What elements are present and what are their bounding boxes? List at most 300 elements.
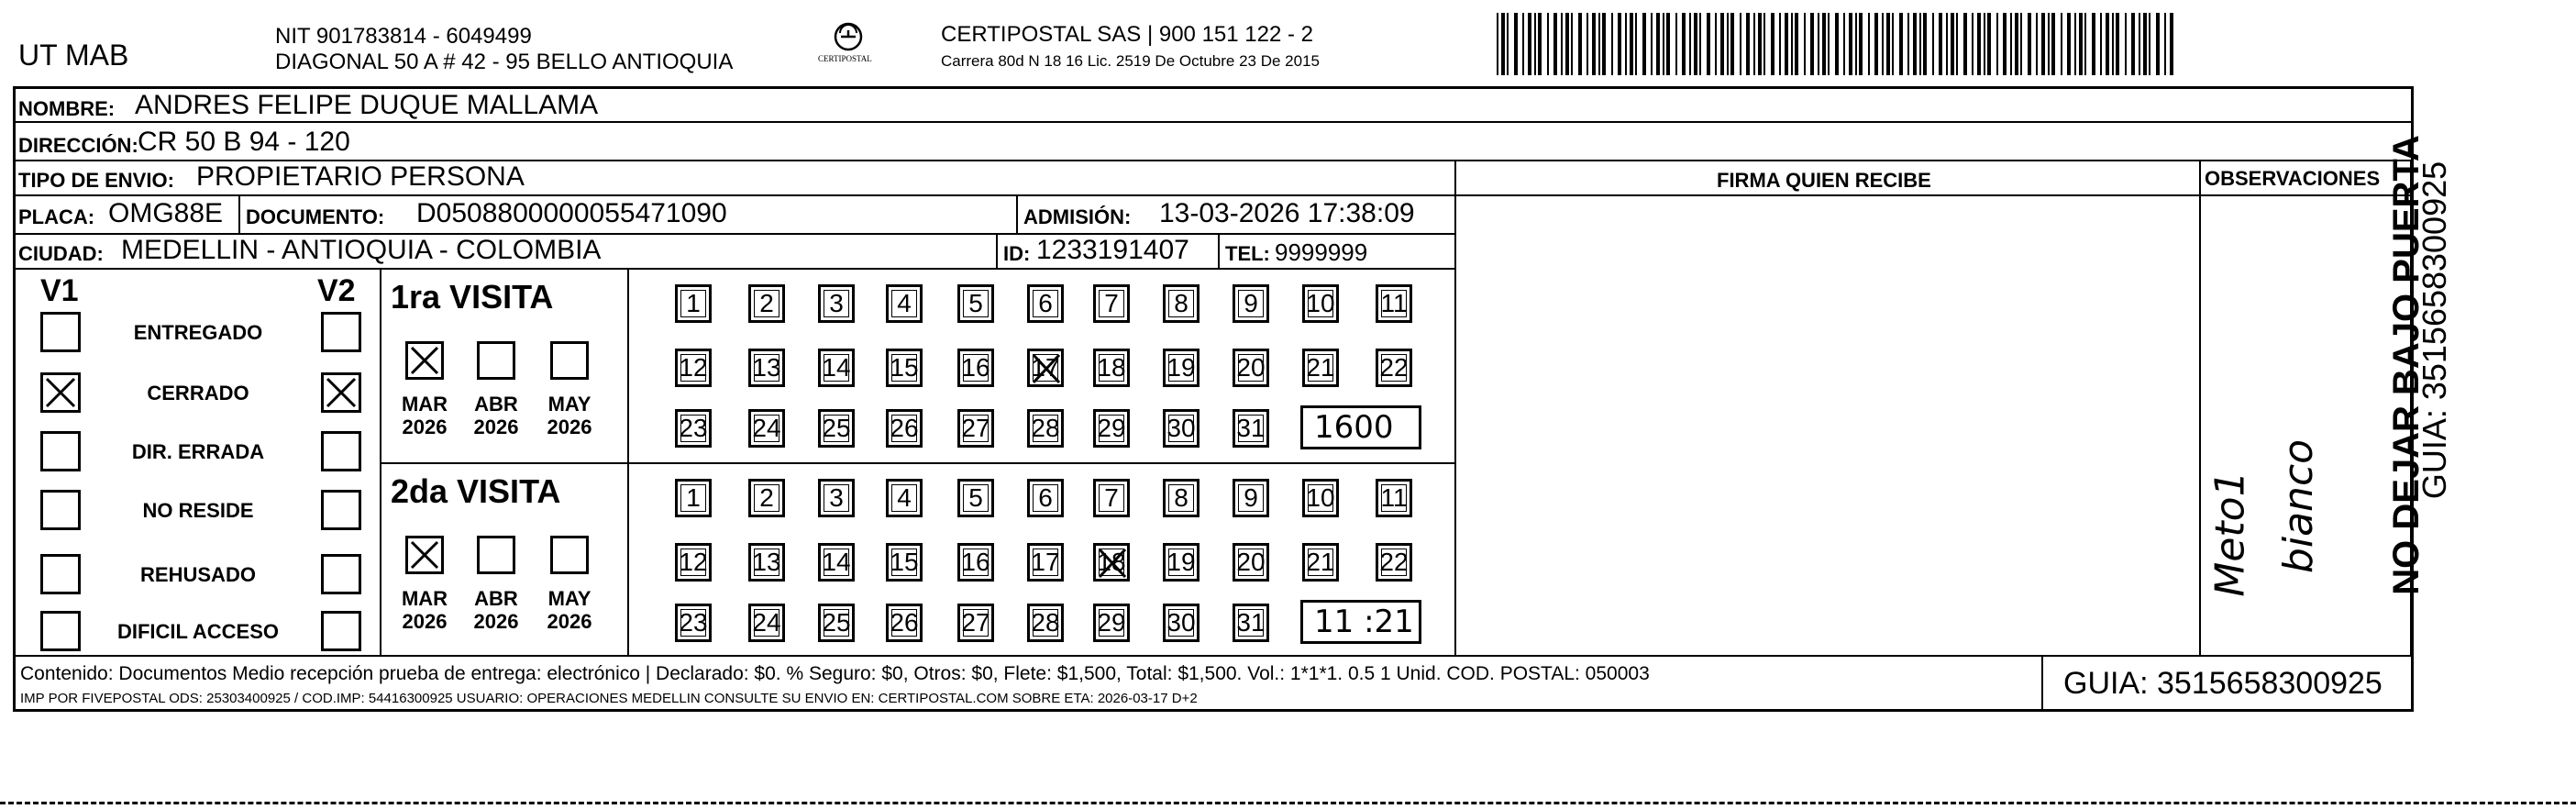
- day-box[interactable]: [957, 349, 994, 387]
- barcode-bar: [1996, 13, 1998, 75]
- day-number: 12: [679, 548, 708, 576]
- id-label: ID:: [1003, 242, 1031, 265]
- day-number: 17: [1031, 548, 1060, 576]
- month-name: MAY: [547, 587, 591, 610]
- day-box[interactable]: [1093, 349, 1130, 387]
- v1-checkbox[interactable]: [40, 554, 81, 594]
- observaciones-handwriting: [2205, 385, 2379, 651]
- barcode-bar: [2092, 13, 2095, 75]
- v2-checkbox[interactable]: [321, 312, 361, 352]
- barcode-bar: [1946, 13, 1948, 75]
- day-number: 15: [890, 353, 919, 382]
- barcode-bar: [1727, 13, 1729, 75]
- barcode-bar: [1740, 13, 1741, 75]
- barcode-bar: [1956, 13, 1958, 75]
- day-box[interactable]: [818, 604, 855, 642]
- day-number: 10: [1306, 483, 1335, 512]
- day-number: 8: [1174, 483, 1188, 512]
- day-box[interactable]: [1376, 284, 1412, 323]
- barcode-bar: [1635, 13, 1637, 75]
- barcode-bar: [1855, 13, 1857, 75]
- barcode-bar: [1682, 13, 1686, 75]
- barcode-bar: [1892, 13, 1894, 75]
- day-box[interactable]: [1027, 349, 1064, 387]
- cut-line: [0, 802, 2576, 804]
- month-year: 2026: [473, 610, 519, 634]
- day-number: 10: [1306, 289, 1335, 317]
- barcode-bar: [1849, 13, 1852, 75]
- day-box[interactable]: [957, 479, 994, 517]
- v2-checkbox[interactable]: [321, 431, 361, 471]
- barcode-bar: [1497, 13, 1498, 75]
- barcode-bar: [1602, 13, 1606, 75]
- day-box[interactable]: [1027, 604, 1064, 642]
- barcode-bar: [1886, 13, 1890, 75]
- day-number: 5: [968, 483, 983, 512]
- month-label: [464, 587, 528, 634]
- tipo-envio-label: TIPO DE ENVIO:: [18, 169, 174, 192]
- day-box[interactable]: [748, 604, 785, 642]
- placa-label: PLACA:: [18, 205, 95, 228]
- barcode-bar: [1720, 13, 1724, 75]
- barcode-bar: [1919, 13, 1921, 75]
- carrier-license: Carrera 80d N 18 16 Lic. 2519 De Octubre 23 De 2015: [941, 52, 1320, 70]
- day-number: 3: [829, 483, 844, 512]
- day-box[interactable]: [1233, 479, 1269, 517]
- barcode-bar: [1843, 13, 1845, 75]
- barcode-bar: [1592, 13, 1596, 75]
- day-number: 29: [1097, 608, 1126, 637]
- barcode-bar: [1785, 13, 1788, 75]
- day-box[interactable]: [675, 284, 712, 323]
- day-number: 2: [759, 289, 774, 317]
- day-number: 14: [822, 353, 851, 382]
- month-checkbox[interactable]: [405, 536, 444, 574]
- barcode-bar: [2084, 13, 2086, 75]
- month-checkbox[interactable]: [550, 341, 589, 380]
- barcode-bar: [1758, 13, 1762, 75]
- day-number: 26: [890, 414, 919, 442]
- day-number: 9: [1244, 289, 1258, 317]
- day-box[interactable]: [957, 604, 994, 642]
- day-box[interactable]: [1163, 409, 1200, 448]
- barcode-bar: [1501, 13, 1505, 75]
- barcode-bar: [1561, 13, 1563, 75]
- barcode-bar: [1571, 13, 1573, 75]
- day-number: 31: [1236, 414, 1266, 442]
- day-box[interactable]: [818, 349, 855, 387]
- day-box[interactable]: [886, 409, 923, 448]
- barcode-bar: [2131, 13, 2135, 75]
- barcode-bar: [1822, 13, 1826, 75]
- barcode-bar: [1932, 13, 1934, 75]
- day-box[interactable]: [1163, 479, 1200, 517]
- day-number: 20: [1236, 353, 1266, 382]
- v2-checkbox[interactable]: [321, 554, 361, 594]
- day-number: 26: [890, 608, 919, 637]
- day-number: 13: [752, 548, 781, 576]
- firma-header: FIRMA QUIEN RECIBE: [1717, 169, 1931, 192]
- day-number: 30: [1166, 608, 1196, 637]
- month-year: 2026: [402, 416, 448, 439]
- v2-checkbox[interactable]: [321, 490, 361, 530]
- month-name: ABR: [474, 393, 518, 416]
- day-box[interactable]: [1376, 479, 1412, 517]
- day-box[interactable]: [1233, 543, 1269, 582]
- day-box[interactable]: [818, 543, 855, 582]
- day-number: 4: [897, 483, 912, 512]
- day-number: 17: [1031, 353, 1060, 382]
- day-number: 29: [1097, 414, 1126, 442]
- tipo-envio-value: PROPIETARIO PERSONA: [196, 161, 525, 192]
- barcode-bar: [1730, 13, 1734, 75]
- day-number: 13: [752, 353, 781, 382]
- day-box[interactable]: [1027, 409, 1064, 448]
- day-number: 19: [1166, 548, 1196, 576]
- barcode-bar: [2061, 13, 2062, 75]
- barcode-bar: [2051, 13, 2055, 75]
- status-label: CERRADO: [147, 382, 249, 404]
- imp-text: IMP POR FIVEPOSTAL ODS: 25303400925 / COD.IMP: 54416300925 USUARIO: OPERACIONES MEDELLIN CONSULTE SU ENVIO EN: CERTIPOSTAL.COM SOBRE ETA: 2026-03-17 D+2: [20, 691, 1198, 706]
- barcode-bar: [1835, 13, 1839, 75]
- month-name: MAR: [401, 587, 448, 610]
- status-label: DIFICIL ACCESO: [116, 620, 279, 643]
- month-year: 2026: [473, 416, 519, 439]
- month-checkbox[interactable]: [405, 341, 444, 380]
- barcode-bar: [1565, 13, 1569, 75]
- status-label: DIR. ERRADA: [131, 440, 265, 463]
- day-box[interactable]: [1163, 284, 1200, 323]
- day-number: 18: [1097, 353, 1126, 382]
- barcode-bar: [1859, 13, 1863, 75]
- day-number: 27: [961, 608, 990, 637]
- day-box[interactable]: [1302, 479, 1339, 517]
- v1-checkbox[interactable]: [40, 490, 81, 530]
- nombre-value: ANDRES FELIPE DUQUE MALLAMA: [135, 90, 599, 120]
- barcode-bar: [1984, 13, 1985, 75]
- barcode-bar: [1907, 13, 1909, 75]
- v2-checkbox[interactable]: [321, 372, 361, 413]
- barcode-bar: [1791, 13, 1793, 75]
- month-checkbox[interactable]: [550, 536, 589, 574]
- day-box[interactable]: [1233, 284, 1269, 323]
- barcode-bar: [2170, 13, 2173, 75]
- month-name: MAY: [547, 393, 591, 416]
- day-box[interactable]: [886, 349, 923, 387]
- day-box[interactable]: [886, 543, 923, 582]
- barcode-bar: [2139, 13, 2140, 75]
- barcode-bar: [1675, 13, 1677, 75]
- day-box[interactable]: [818, 409, 855, 448]
- day-box[interactable]: [1027, 543, 1064, 582]
- month-label: [392, 587, 457, 634]
- barcode-bar: [1882, 13, 1884, 75]
- visit-time: 11 :21: [1314, 604, 1414, 640]
- day-box[interactable]: [748, 543, 785, 582]
- day-box[interactable]: [1233, 604, 1269, 642]
- v2-checkbox[interactable]: [321, 611, 361, 651]
- barcode-bar: [1939, 13, 1942, 75]
- day-number: 24: [752, 608, 781, 637]
- day-number: 16: [961, 548, 990, 576]
- observaciones-header: OBSERVACIONES: [2205, 167, 2381, 190]
- day-box[interactable]: [1163, 604, 1200, 642]
- barcode-bar: [2164, 13, 2166, 75]
- barcode-bar: [1951, 13, 1954, 75]
- contenido-text: Contenido: Documentos Medio recepción prueba de entrega: electrónico | Declarado: $0. % Seguro: $0, Otros: $0, Flete: $1,500, Total: $1,500. Vol.: 1*1*1. 0.5 1 Unid. COD. POSTAL: 050003: [20, 663, 1650, 684]
- day-box[interactable]: [818, 479, 855, 517]
- placa-value: OMG88E: [108, 198, 224, 228]
- direccion-value: CR 50 B 94 - 120: [138, 127, 350, 157]
- day-box[interactable]: [748, 349, 785, 387]
- visit-time-box[interactable]: [1300, 405, 1421, 449]
- barcode-bar: [2020, 13, 2022, 75]
- month-label: [392, 393, 457, 439]
- barcode-bar: [2100, 13, 2102, 75]
- barcode-bar: [2041, 13, 2045, 75]
- barcode-bar: [2015, 13, 2018, 75]
- barcode-bar: [1795, 13, 1798, 75]
- day-number: 25: [822, 414, 851, 442]
- barcode-bar: [1618, 13, 1621, 75]
- status-label: NO RESIDE: [142, 499, 254, 522]
- day-box[interactable]: [1302, 543, 1339, 582]
- barcode-bar: [1987, 13, 1991, 75]
- barcode-bar: [1715, 13, 1717, 75]
- barcode-bar: [1651, 13, 1653, 75]
- barcode-bar: [1534, 13, 1536, 75]
- barcode-bar: [1771, 13, 1774, 75]
- day-number: 11: [1380, 483, 1408, 512]
- barcode-bar: [1663, 13, 1664, 75]
- barcode-bar: [1779, 13, 1781, 75]
- admision-value: 13-03-2026 17:38:09: [1159, 198, 1415, 228]
- day-number: 6: [1038, 483, 1053, 512]
- documento-value: D0508800000055471090: [416, 198, 727, 228]
- tel-value: 9999999: [1275, 238, 1368, 266]
- barcode-bar: [1642, 13, 1646, 75]
- status-label: REHUSADO: [140, 563, 256, 586]
- day-box[interactable]: [748, 409, 785, 448]
- day-number: 7: [1104, 289, 1119, 317]
- no-dejar-bajo-puerta: NO DEJAR BAJO PUERTA: [2386, 135, 2427, 595]
- day-number: 5: [968, 289, 983, 317]
- barcode-bar: [1763, 13, 1765, 75]
- day-number: 14: [822, 548, 851, 576]
- month-checkbox[interactable]: [477, 536, 515, 574]
- visit-title: 1ra VISITA: [391, 278, 554, 316]
- day-box[interactable]: [886, 284, 923, 323]
- day-box[interactable]: [1233, 349, 1269, 387]
- day-number: 31: [1236, 608, 1266, 637]
- barcode-bar: [2112, 13, 2114, 75]
- barcode-bar: [1923, 13, 1927, 75]
- day-number: 12: [679, 353, 708, 382]
- barcode-bar: [1977, 13, 1981, 75]
- day-number: 28: [1031, 414, 1060, 442]
- day-number: 22: [1379, 353, 1409, 382]
- v1-checkbox[interactable]: [40, 611, 81, 651]
- day-box[interactable]: [1027, 284, 1064, 323]
- day-number: 8: [1174, 289, 1188, 317]
- barcode-bar: [2079, 13, 2083, 75]
- barcode-bar: [1804, 13, 1806, 75]
- day-box[interactable]: [957, 284, 994, 323]
- barcode-bar: [1538, 13, 1542, 75]
- day-number: 3: [829, 289, 844, 317]
- day-box[interactable]: [1093, 479, 1130, 517]
- v2-header: V2: [317, 273, 356, 308]
- day-number: 21: [1306, 353, 1335, 382]
- carrier-name: CERTIPOSTAL SAS | 900 151 122 - 2: [941, 22, 1313, 47]
- day-box[interactable]: [675, 479, 712, 517]
- day-number: 20: [1236, 548, 1266, 576]
- day-number: 22: [1379, 548, 1409, 576]
- v1-header: V1: [40, 273, 79, 308]
- day-box[interactable]: [818, 284, 855, 323]
- barcode-bar: [2067, 13, 2071, 75]
- day-box[interactable]: [1027, 479, 1064, 517]
- barcode-bar: [1694, 13, 1697, 75]
- barcode-bar: [1514, 13, 1518, 75]
- barcode-bar: [1810, 13, 1814, 75]
- day-number: 2: [759, 483, 774, 512]
- barcode-bar: [1625, 13, 1627, 75]
- barcode-bar: [1522, 13, 1524, 75]
- barcode-bar: [1963, 13, 1967, 75]
- barcode-bar: [1507, 13, 1509, 75]
- barcode-bar: [1528, 13, 1531, 75]
- day-box[interactable]: [675, 349, 712, 387]
- day-number: 28: [1031, 608, 1060, 637]
- barcode-bar: [1553, 13, 1557, 75]
- day-box[interactable]: [1376, 543, 1412, 582]
- day-box[interactable]: [675, 604, 712, 642]
- tel-label: TEL:: [1225, 242, 1270, 265]
- day-box[interactable]: [1302, 349, 1339, 387]
- day-box[interactable]: [748, 284, 785, 323]
- barcode-bar: [2149, 13, 2150, 75]
- side-guia: GUIA: 3515658300925: [2416, 161, 2453, 500]
- barcode-bar: [1689, 13, 1691, 75]
- sender-nit: NIT 901783814 - 6049499: [275, 24, 532, 49]
- day-box[interactable]: [1093, 409, 1130, 448]
- handwritten-note-2: bianco: [2275, 438, 2323, 574]
- barcode-bar: [1611, 13, 1613, 75]
- footer-guia: GUIA: 3515658300925: [2063, 666, 2383, 701]
- day-box[interactable]: [957, 409, 994, 448]
- barcode-bar: [2143, 13, 2147, 75]
- barcode-bar: [2074, 13, 2076, 75]
- barcode-bar: [2028, 13, 2031, 75]
- documento-label: DOCUMENTO:: [246, 205, 385, 228]
- day-box[interactable]: [1093, 604, 1130, 642]
- barcode-bar: [1874, 13, 1878, 75]
- handwritten-note-1: Meto1: [2206, 471, 2254, 597]
- logo-text: CERTIPOSTAL: [818, 54, 872, 63]
- day-number: 7: [1104, 483, 1119, 512]
- month-year: 2026: [547, 416, 592, 439]
- barcode-bar: [1587, 13, 1588, 75]
- day-number: 19: [1166, 353, 1196, 382]
- v1-checkbox[interactable]: [40, 312, 81, 352]
- barcode-bar: [1972, 13, 1973, 75]
- day-box[interactable]: [675, 409, 712, 448]
- barcode-bar: [1828, 13, 1830, 75]
- day-number: 21: [1306, 548, 1335, 576]
- day-number: 11: [1380, 289, 1408, 317]
- day-number: 18: [1097, 548, 1126, 576]
- month-label: [537, 587, 602, 634]
- barcode-bar: [1753, 13, 1755, 75]
- day-box[interactable]: [1093, 284, 1130, 323]
- carrier-logo: [807, 20, 890, 75]
- day-number: 1: [686, 483, 701, 512]
- day-number: 1: [686, 289, 701, 317]
- barcode-bar: [1656, 13, 1660, 75]
- day-number: 15: [890, 548, 919, 576]
- visit-title: 2da VISITA: [391, 472, 561, 510]
- day-box[interactable]: [1163, 349, 1200, 387]
- day-box[interactable]: [957, 543, 994, 582]
- day-number: 16: [961, 353, 990, 382]
- day-number: 23: [679, 608, 708, 637]
- day-number: 4: [897, 289, 912, 317]
- v1-checkbox[interactable]: [40, 372, 81, 413]
- day-number: 9: [1244, 483, 1258, 512]
- day-number: 27: [961, 414, 990, 442]
- ciudad-value: MEDELLIN - ANTIOQUIA - COLOMBIA: [121, 235, 602, 265]
- barcode-bar: [2125, 13, 2127, 75]
- visit-time-box[interactable]: [1300, 600, 1421, 644]
- day-box[interactable]: [886, 479, 923, 517]
- barcode-bar: [2156, 13, 2160, 75]
- barcode-bar: [1818, 13, 1819, 75]
- barcode-bar: [1746, 13, 1750, 75]
- barcode-bar: [2010, 13, 2012, 75]
- day-box[interactable]: [1376, 349, 1412, 387]
- day-box[interactable]: [748, 479, 785, 517]
- direccion-label: DIRECCIÓN:: [18, 134, 138, 157]
- barcode-bar: [2116, 13, 2119, 75]
- sender-address: DIAGONAL 50 A # 42 - 95 BELLO ANTIOQUIA: [275, 50, 734, 74]
- day-box[interactable]: [675, 543, 712, 582]
- barcode-bar: [2003, 13, 2007, 75]
- day-box[interactable]: [886, 604, 923, 642]
- month-label: [537, 393, 602, 439]
- barcode-bar: [1578, 13, 1582, 75]
- day-box[interactable]: [1302, 284, 1339, 323]
- day-number: 24: [752, 414, 781, 442]
- barcode-bar: [1630, 13, 1633, 75]
- barcode-bar: [1868, 13, 1870, 75]
- day-number: 23: [679, 414, 708, 442]
- day-box[interactable]: [1093, 543, 1130, 582]
- barcode: [1497, 13, 2177, 75]
- v1-checkbox[interactable]: [40, 431, 81, 471]
- month-label: [464, 393, 528, 439]
- barcode-bar: [2106, 13, 2109, 75]
- month-year: 2026: [547, 610, 592, 634]
- month-checkbox[interactable]: [477, 341, 515, 380]
- barcode-bar: [1666, 13, 1670, 75]
- day-box[interactable]: [1233, 409, 1269, 448]
- month-name: ABR: [474, 587, 518, 610]
- month-year: 2026: [402, 610, 448, 634]
- day-box[interactable]: [1163, 543, 1200, 582]
- admision-label: ADMISIÓN:: [1023, 205, 1132, 228]
- status-label: ENTREGADO: [133, 321, 263, 344]
